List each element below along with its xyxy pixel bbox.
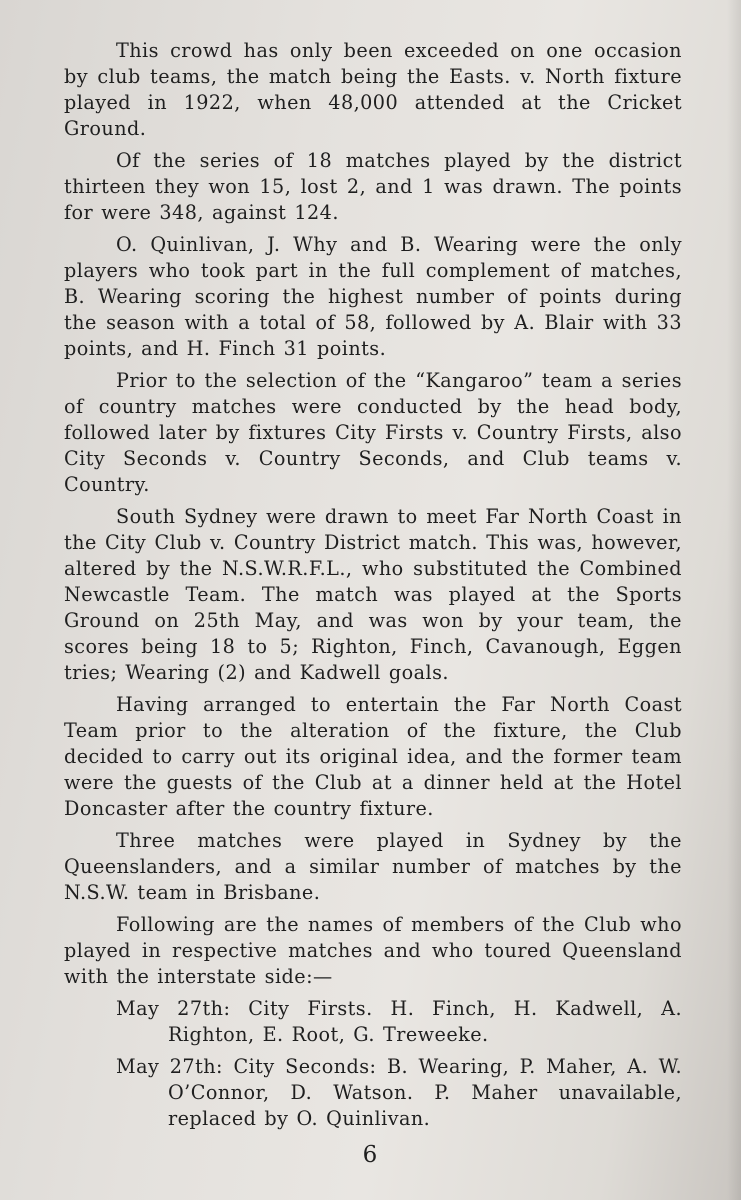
paragraph-crowd-record: This crowd has only been exceeded on one occasion by club teams, the match being the Easts. v. North fixture played in 1922, when 48,000 attended at the Cricket Ground.: [64, 39, 682, 140]
paragraph-members-intro: Following are the names of members of the Club who played in respective matches and who toured Queensland with the interstate side:—: [64, 913, 682, 988]
paragraph-dinner: Having arranged to entertain the Far North Coast Team prior to the alteration of the fixture, the Club decided to carry out its original idea, and the former team were the guests of the Club at a dinner held at the Hotel Doncaster after the country fixture.: [64, 693, 682, 820]
page-edge-shadow: [727, 0, 741, 1200]
list-item-city-seconds: May 27th: City Seconds: B. Wearing, P. Maher, A. W. O’Connor, D. Watson. P. Maher unavailable, replaced by O. Quinlivan.: [116, 1055, 682, 1130]
paragraph-queensland-matches: Three matches were played in Sydney by the Queenslanders, and a similar number of matches by the N.S.W. team in Brisbane.: [64, 829, 682, 904]
list-item-city-firsts: May 27th: City Firsts. H. Finch, H. Kadwell, A. Righton, E. Root, G. Treweeke.: [116, 997, 682, 1046]
paragraph-top-scorers: O. Quinlivan, J. Why and B. Wearing were the only players who took part in the full complement of matches, B. Wearing scoring the highest number of points during the season with a total of 58, followed by A. Blair with 33 points, and H. Finch 31 points.: [64, 233, 682, 360]
paragraph-newcastle-match: South Sydney were drawn to meet Far North Coast in the City Club v. Country District match. This was, however, altered by the N.S.W.R.F.L., who substituted the Combined Newcastle Team. The match was played at the Sports Ground on 25th May, and was won by your team, the scores being 18 to 5; Righton, Finch, Cavanough, Eggen tries; Wearing (2) and Kadwell goals.: [64, 505, 682, 684]
article-body: [64, 38, 682, 1138]
paragraph-season-results: Of the series of 18 matches played by the district thirteen they won 15, lost 2, and 1 was drawn. The points for were 348, against 124.: [64, 149, 682, 224]
paragraph-country-matches: Prior to the selection of the “Kangaroo” team a series of country matches were conducted by the head body, followed later by fixtures City Firsts v. Country Firsts, also City Seconds v. Country Seconds, and Club teams v. Country.: [64, 369, 682, 496]
page-number: 6: [362, 1142, 379, 1168]
